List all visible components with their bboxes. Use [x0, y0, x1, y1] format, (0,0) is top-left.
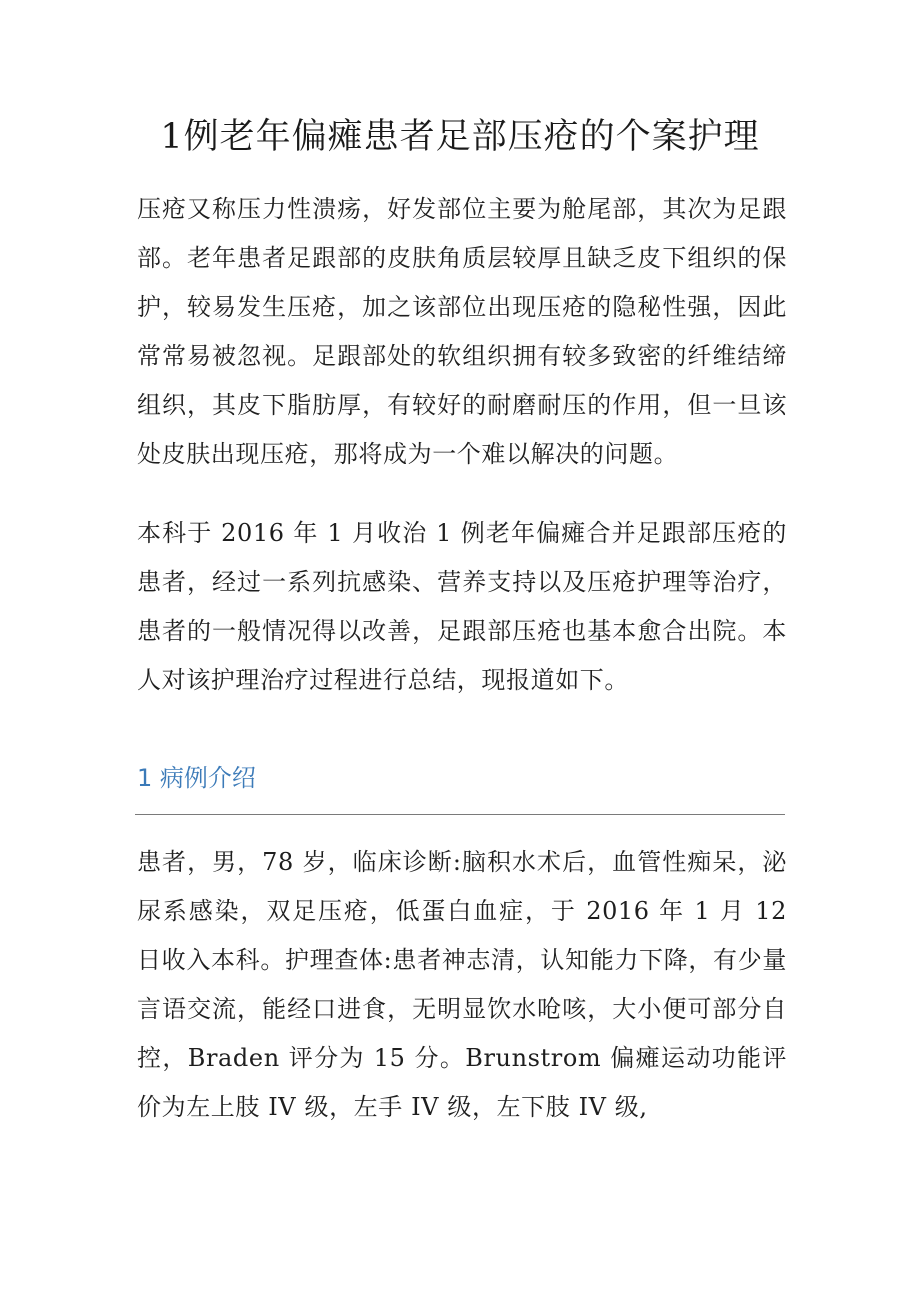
intro-paragraph: 压疮又称压力性溃疡，好发部位主要为舱尾部，其次为足跟部。老年患者足跟部的皮肤角质层较厚且缺乏皮下组织的保护，较易发生压疮，加之该部位出现压疮的隐秘性强，因此常常易被忽视。足跟部处的软组织拥有较多致密的纤维结缔组织，其皮下脂肪厚，有较好的耐磨耐压的作用，但一旦该处皮肤出现压疮，那将成为一个难以解决的问题。: [137, 195, 787, 468]
section-heading-case-intro: 1 病例介绍: [137, 764, 256, 792]
case-paragraph: 本科于 2016 年 1 月收治 1 例老年偏瘫合并足跟部压疮的患者，经过一系列抗感染、营养支持以及压疮护理等治疗，患者的一般情况得以改善，足跟部压疮也基本愈合出院。本人对该护理治疗过程进行总结，现报道如下。: [137, 519, 787, 694]
document-title: 1例老年偏瘫患者足部压疮的个案护理: [160, 117, 760, 157]
case-details-paragraph: 患者，男，78 岁，临床诊断:脑积水术后，血管性痴呆，泌尿系感染，双足压疮，低蛋白血症，于 2016 年 1 月 12 日收入本科。护理查体:患者神志清，认知能力下降，有少量言语交流，能经口进食，无明显饮水呛咳，大小便可部分自控，Braden 评分为 15 分。Brunstrom 偏瘫运动功能评价为左上肢 IV 级，左手 IV 级，左下肢 IV 级,: [137, 848, 787, 1121]
section-divider: [135, 814, 785, 815]
